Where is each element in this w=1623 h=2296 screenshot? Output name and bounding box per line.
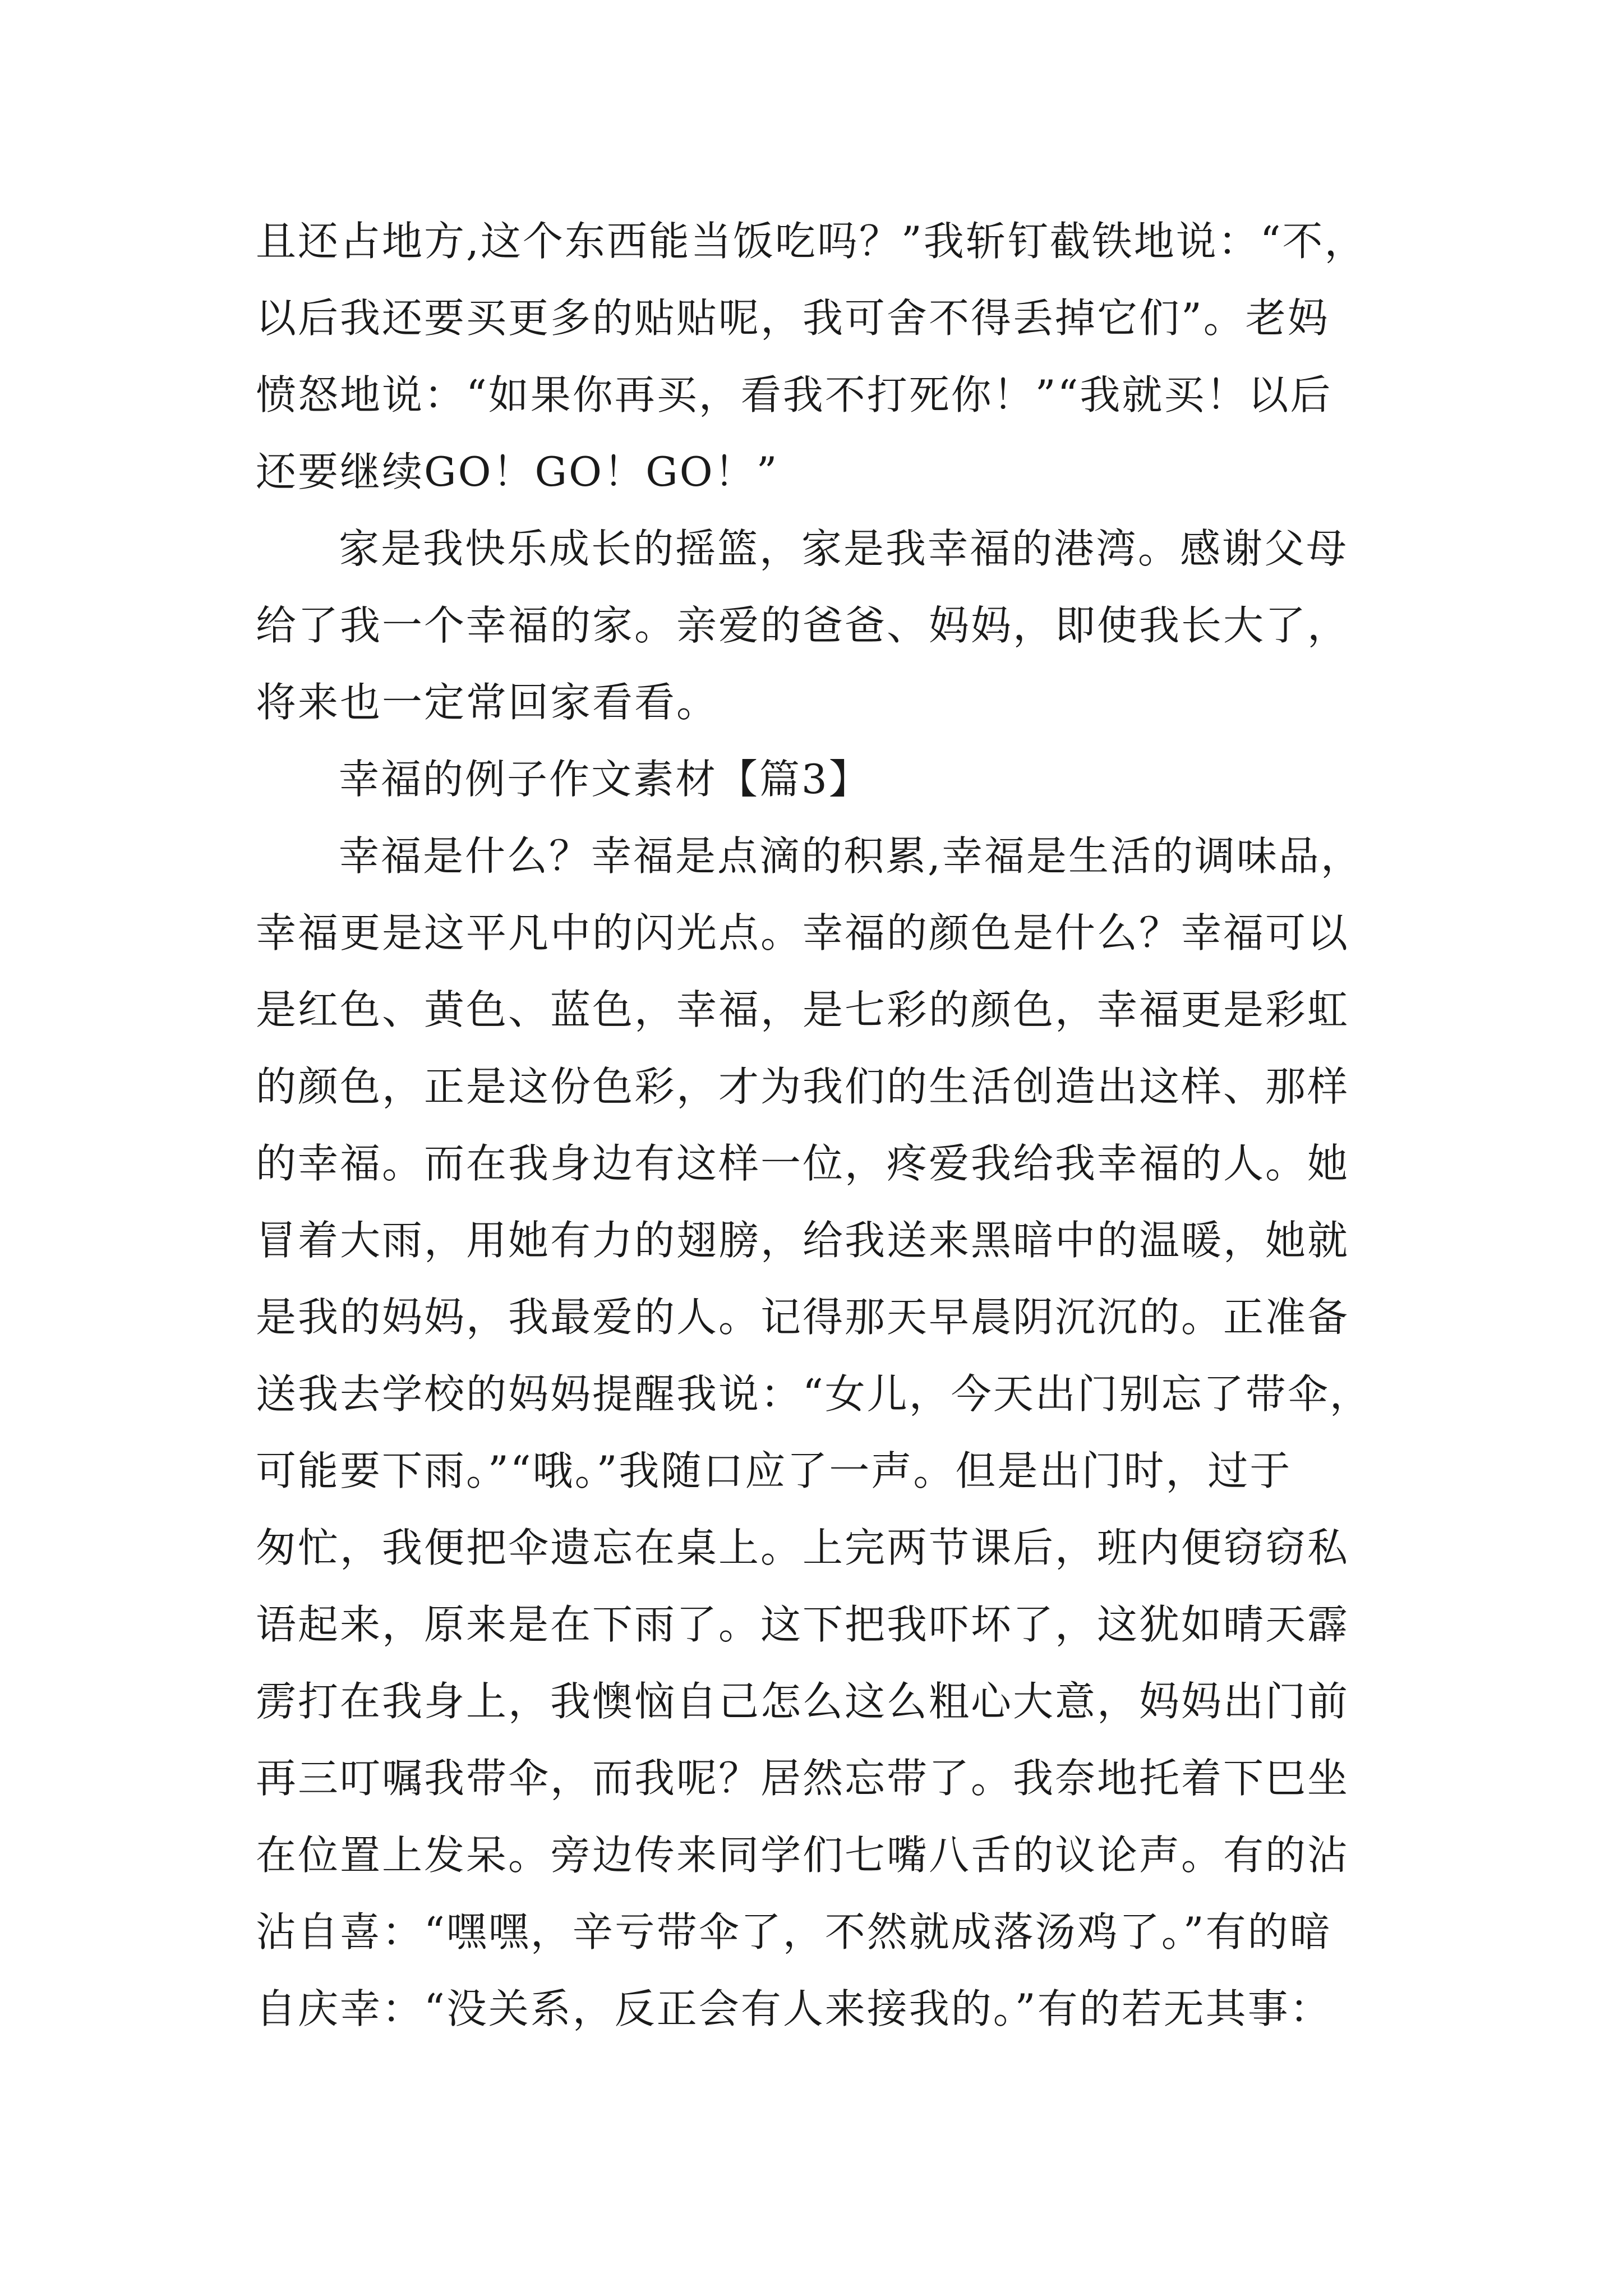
text-line: 给了我一个幸福的家。亲爱的爸爸、妈妈，即使我长大了， xyxy=(256,602,1350,649)
text-line: 再三叮嘱我带伞，而我呢？居然忘带了。我奈地托着下巴坐 xyxy=(256,1755,1350,1802)
text-line: 以后我还要买更多的贴贴呢，我可舍不得丢掉它们”。老妈 xyxy=(256,295,1330,342)
text-line: 的幸福。而在我身边有这样一位，疼爱我给我幸福的人。她 xyxy=(256,1140,1350,1187)
text-line: 冒着大雨，用她有力的翅膀，给我送来黑暗中的温暖，她就 xyxy=(256,1217,1350,1264)
text-line: 幸福更是这平凡中的闪光点。幸福的颜色是什么？幸福可以 xyxy=(256,909,1350,956)
text-line: 自庆幸：“没关系，反正会有人来接我的。”有的若无其事： xyxy=(256,1985,1332,2032)
text-line: 将来也一定常回家看看。 xyxy=(256,679,719,726)
text-line: 沾自喜：“嘿嘿，辛亏带伞了，不然就成落汤鸡了。”有的暗 xyxy=(256,1908,1332,1955)
text-line: 送我去学校的妈妈提醒我说：“女儿，今天出门别忘了带伞， xyxy=(256,1370,1372,1418)
paragraph-first-line: 家是我快乐成长的摇篮，家是我幸福的港湾。感谢父母 xyxy=(339,525,1349,572)
text-line: 匆忙，我便把伞遗忘在桌上。上完两节课后，班内便窃窃私 xyxy=(256,1524,1350,1571)
text-line: 且还占地方,这个东西能当饭吃吗？”我斩钉截铁地说：“不， xyxy=(256,218,1367,265)
text-line: 是我的妈妈，我最爱的人。记得那天早晨阴沉沉的。正准备 xyxy=(256,1294,1350,1341)
text-line: 的颜色，正是这份色彩，才为我们的生活创造出这样、那样 xyxy=(256,1063,1350,1110)
text-line: 是红色、黄色、蓝色，幸福，是七彩的颜色，幸福更是彩虹 xyxy=(256,986,1350,1033)
paragraph-first-line: 幸福是什么？幸福是点滴的积累,幸福是生活的调味品， xyxy=(339,832,1363,880)
text-line: 语起来，原来是在下雨了。这下把我吓坏了，这犹如晴天霹 xyxy=(256,1601,1350,1648)
text-line: 愤怒地说：“如果你再买，看我不打死你！”“我就买！以后 xyxy=(256,371,1332,418)
section-heading: 幸福的例子作文素材【篇3】 xyxy=(339,756,871,803)
article-body xyxy=(256,203,1376,2047)
text-line: 还要继续GO！GO！GO！” xyxy=(256,448,779,495)
text-line: 可能要下雨。”“哦。”我随口应了一声。但是出门时，过于 xyxy=(256,1447,1292,1494)
text-line: 雳打在我身上，我懊恼自己怎么这么粗心大意，妈妈出门前 xyxy=(256,1678,1350,1725)
text-line: 在位置上发呆。旁边传来同学们七嘴八舌的议论声。有的沾 xyxy=(256,1832,1350,1879)
